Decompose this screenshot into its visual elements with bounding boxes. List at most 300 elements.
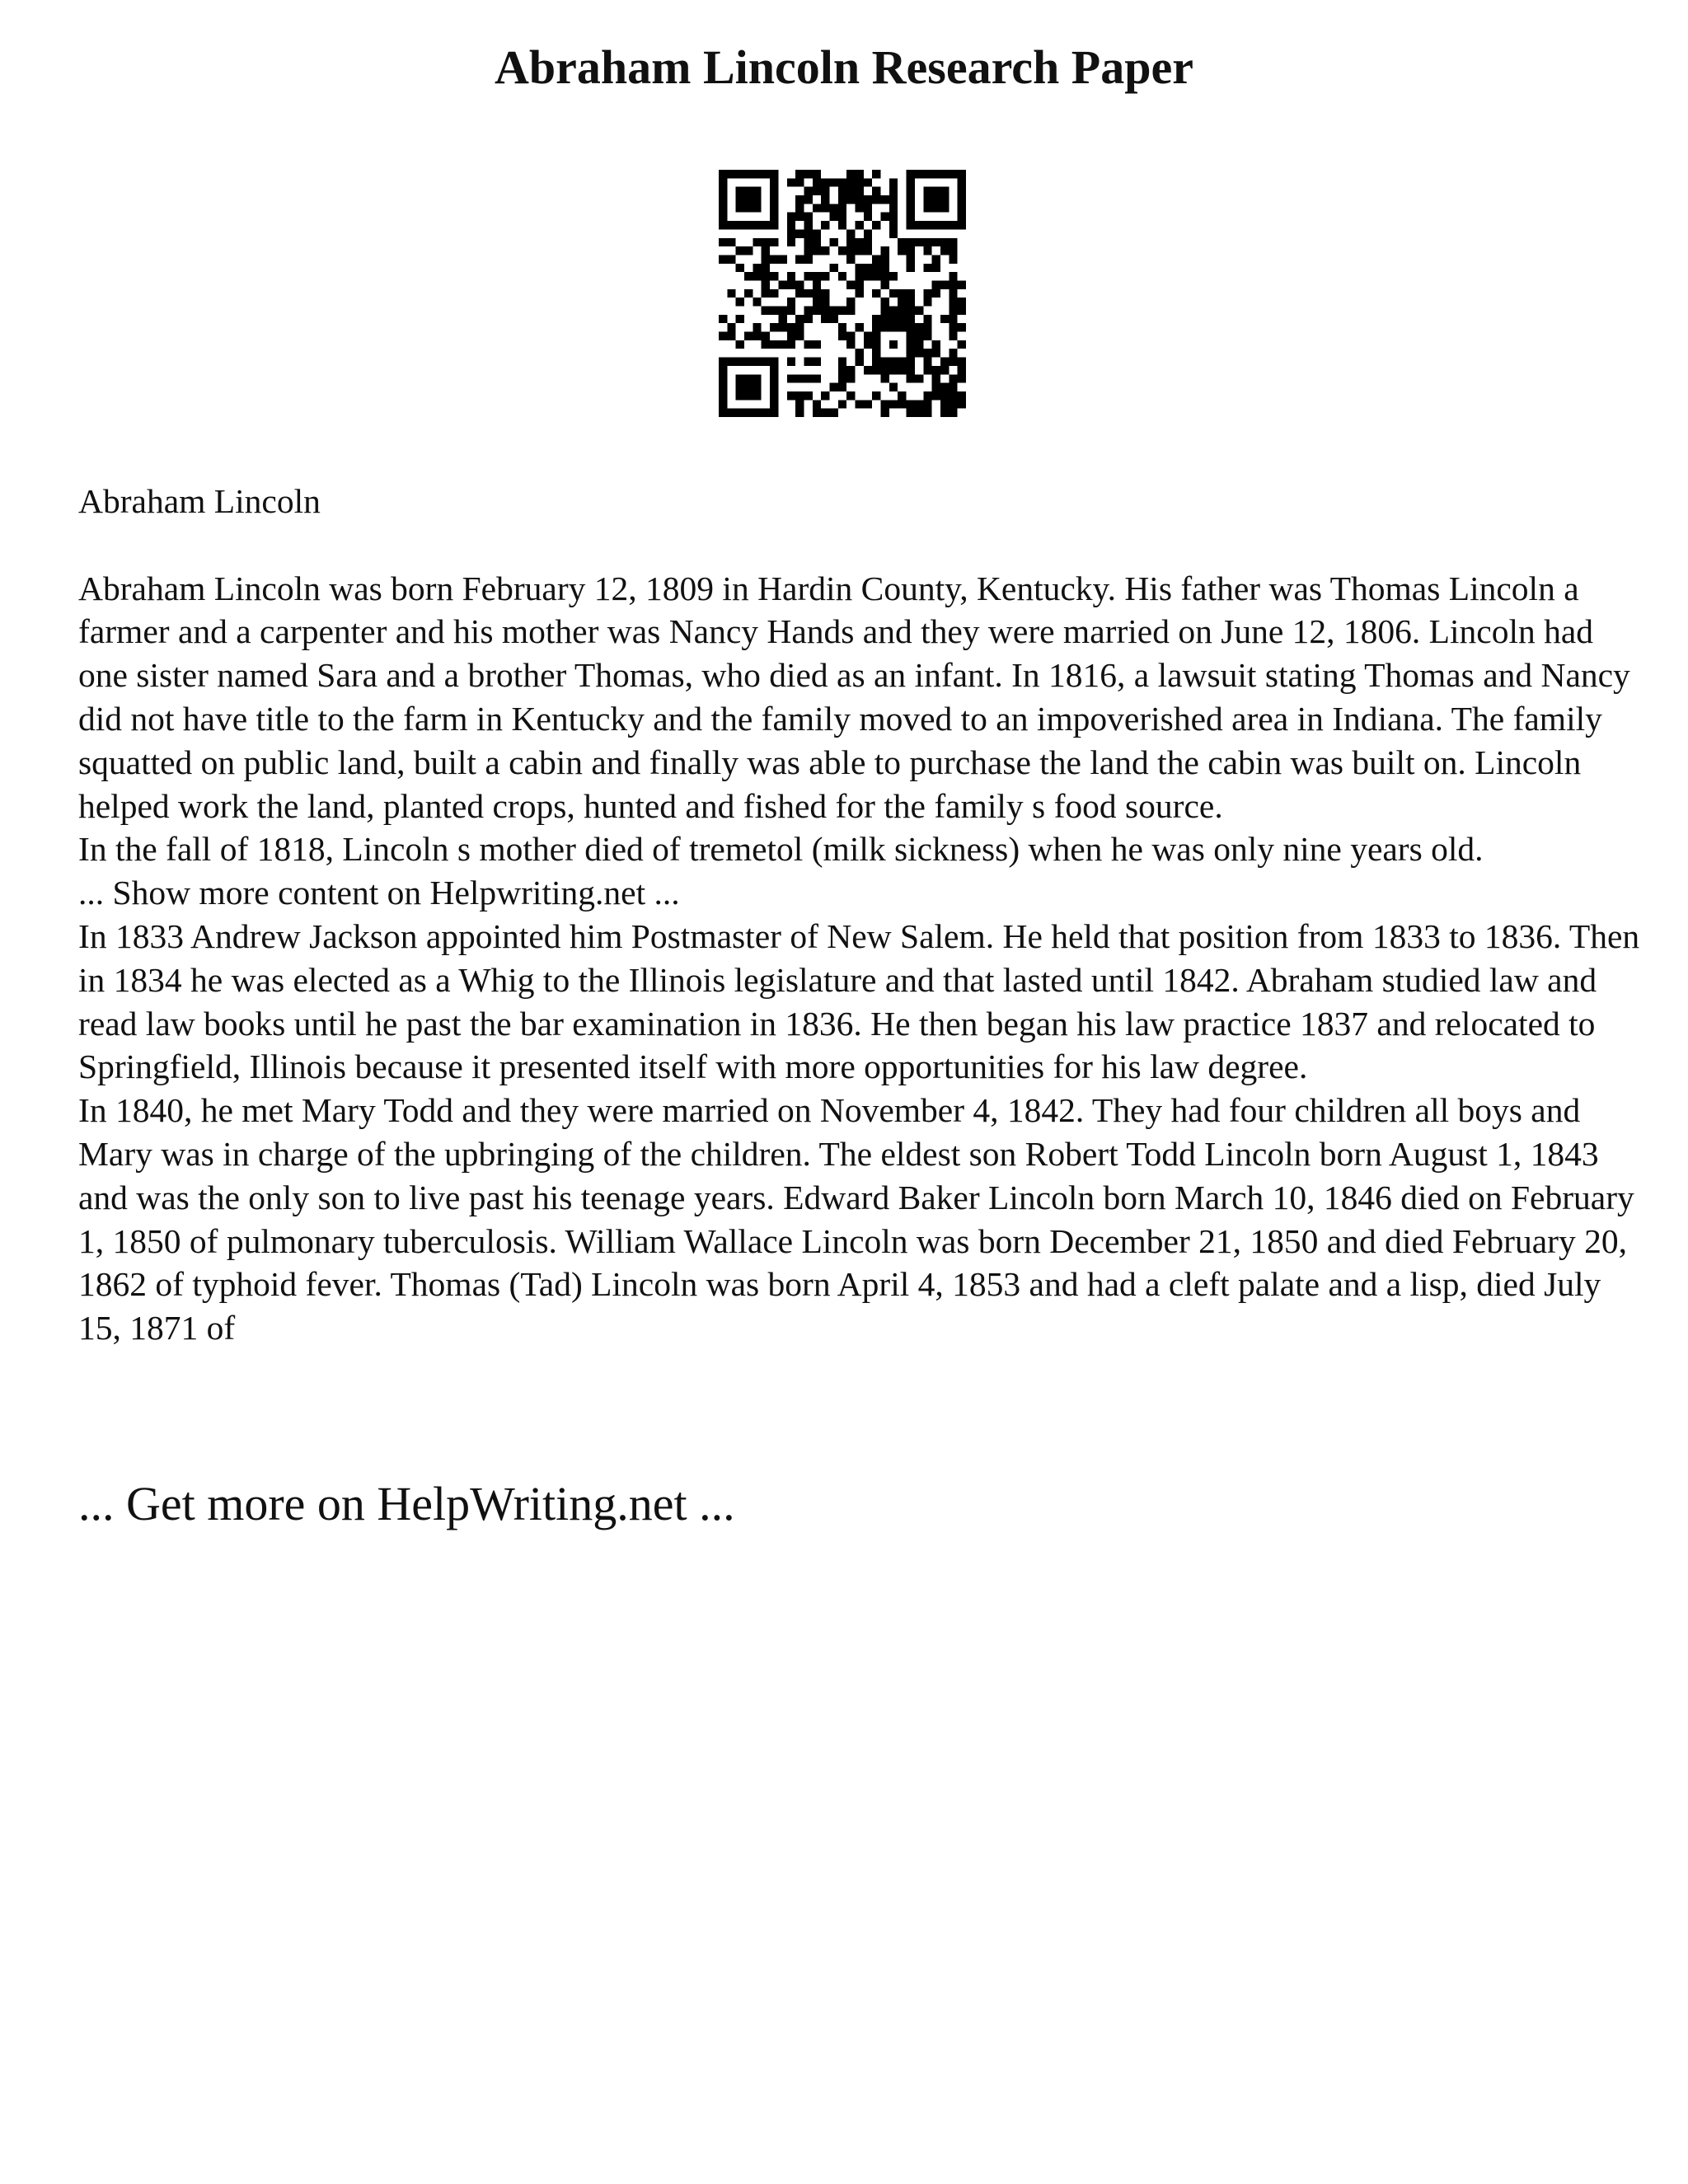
qr-module bbox=[864, 238, 872, 246]
qr-module bbox=[762, 272, 770, 280]
qr-module bbox=[838, 221, 846, 229]
qr-module bbox=[889, 221, 898, 229]
qr-module bbox=[762, 221, 770, 229]
qr-module bbox=[727, 323, 735, 331]
qr-module bbox=[795, 204, 804, 212]
qr-module bbox=[795, 280, 804, 288]
qr-module bbox=[949, 409, 957, 417]
qr-module bbox=[923, 400, 931, 408]
qr-module bbox=[744, 374, 753, 382]
qr-module bbox=[898, 358, 906, 366]
qr-module bbox=[846, 280, 855, 288]
qr-module bbox=[821, 272, 829, 280]
qr-module bbox=[829, 178, 837, 186]
qr-module bbox=[719, 374, 727, 382]
qr-module bbox=[907, 340, 915, 349]
qr-module bbox=[753, 187, 761, 195]
qr-module bbox=[932, 280, 940, 288]
qr-module bbox=[872, 264, 880, 272]
qr-module bbox=[872, 323, 880, 331]
qr-module bbox=[829, 383, 837, 391]
qr-module bbox=[856, 238, 864, 246]
qr-module bbox=[813, 307, 821, 315]
qr-module bbox=[949, 170, 957, 178]
qr-module bbox=[907, 255, 915, 263]
qr-module bbox=[881, 409, 889, 417]
qr-module bbox=[864, 178, 872, 186]
qr-module bbox=[787, 340, 795, 349]
qr-module bbox=[907, 187, 915, 195]
qr-module bbox=[958, 374, 966, 382]
qr-module bbox=[889, 213, 898, 221]
qr-module bbox=[804, 391, 812, 400]
qr-module bbox=[762, 238, 770, 246]
qr-module bbox=[915, 400, 923, 408]
qr-module bbox=[795, 332, 804, 340]
qr-module bbox=[949, 307, 957, 315]
qr-module bbox=[719, 391, 727, 400]
qr-module bbox=[915, 221, 923, 229]
qr-module bbox=[753, 358, 761, 366]
qr-module bbox=[907, 323, 915, 331]
qr-module bbox=[958, 187, 966, 195]
qr-module bbox=[958, 307, 966, 315]
qr-module bbox=[838, 213, 846, 221]
qr-module bbox=[949, 383, 957, 391]
qr-module bbox=[872, 340, 880, 349]
qr-module bbox=[864, 195, 872, 204]
qr-module bbox=[864, 366, 872, 374]
qr-module bbox=[872, 366, 880, 374]
section-heading: Abraham Lincoln bbox=[78, 482, 321, 520]
qr-module bbox=[744, 358, 753, 366]
qr-module bbox=[898, 238, 906, 246]
qr-module bbox=[907, 204, 915, 212]
qr-module bbox=[795, 400, 804, 408]
qr-module bbox=[949, 272, 957, 280]
qr-module bbox=[744, 204, 753, 212]
qr-module bbox=[907, 366, 915, 374]
qr-module bbox=[889, 315, 898, 323]
qr-module bbox=[719, 195, 727, 204]
qr-module bbox=[804, 340, 812, 349]
document-title: Abraham Lincoln Research Paper bbox=[495, 40, 1193, 94]
qr-module bbox=[932, 195, 940, 204]
qr-module bbox=[762, 289, 770, 298]
qr-module bbox=[821, 246, 829, 255]
qr-module bbox=[958, 204, 966, 212]
qr-module bbox=[881, 366, 889, 374]
qr-module bbox=[856, 400, 864, 408]
qr-module bbox=[940, 358, 949, 366]
paragraph-family: In 1840, he met Mary Todd and they were married on November 4, 1842. They had four children all boys and Mary was in charge of the upbringing of the children. The eldest son Robert Todd Lincoln born August 1, 1843 and was the only son to live past his teenage years. Edward Baker Lincoln born March 10, 1846 died on February 1, 1850 of pulmonary tuberculosis. William Wallace Lincoln was born December 21, 1850 and died February 20, 1862 of typhoid fever. Thomas (Tad) Lincoln was born April 4, 1853 and had a cleft palate and a lisp, died July 15, 1871 of bbox=[78, 1091, 1634, 1347]
qr-module bbox=[753, 195, 761, 204]
qr-module bbox=[795, 255, 804, 263]
qr-module bbox=[821, 409, 829, 417]
qr-module bbox=[736, 264, 744, 272]
qr-module bbox=[864, 400, 872, 408]
qr-module bbox=[736, 409, 744, 417]
qr-module bbox=[736, 221, 744, 229]
qr-module bbox=[804, 289, 812, 298]
qr-module bbox=[813, 229, 821, 237]
qr-module bbox=[907, 332, 915, 340]
qr-module bbox=[838, 332, 846, 340]
get-more-link[interactable]: ... Get more on HelpWriting.net ... bbox=[78, 1477, 735, 1530]
qr-module bbox=[923, 238, 931, 246]
qr-module bbox=[923, 366, 931, 374]
qr-module bbox=[864, 340, 872, 349]
qr-module bbox=[958, 391, 966, 400]
paragraph-mother-death: In the fall of 1818, Lincoln s mother died of tremetol (milk sickness) when he was only nine years old. bbox=[78, 830, 1484, 869]
qr-module bbox=[907, 298, 915, 306]
qr-module bbox=[881, 358, 889, 366]
qr-module bbox=[949, 374, 957, 382]
qr-module bbox=[838, 323, 846, 331]
qr-module bbox=[856, 323, 864, 331]
qr-module bbox=[787, 374, 795, 382]
qr-module bbox=[787, 391, 795, 400]
qr-module bbox=[753, 264, 761, 272]
qr-module bbox=[907, 307, 915, 315]
qr-module bbox=[949, 349, 957, 357]
qr-module bbox=[940, 391, 949, 400]
qr-module bbox=[813, 272, 821, 280]
qr-module bbox=[898, 391, 906, 400]
qr-module bbox=[813, 400, 821, 408]
qr-module bbox=[778, 307, 786, 315]
qr-module bbox=[778, 340, 786, 349]
qr-module bbox=[846, 187, 855, 195]
qr-module bbox=[838, 204, 846, 212]
qr-module bbox=[770, 374, 778, 382]
document-body bbox=[78, 480, 1644, 1350]
qr-module bbox=[872, 391, 880, 400]
qr-module bbox=[856, 349, 864, 357]
qr-module bbox=[787, 213, 795, 221]
qr-module bbox=[787, 280, 795, 288]
qr-module bbox=[864, 213, 872, 221]
qr-module bbox=[898, 400, 906, 408]
qr-module bbox=[736, 340, 744, 349]
qr-module bbox=[856, 204, 864, 212]
qr-module bbox=[958, 358, 966, 366]
qr-module bbox=[889, 307, 898, 315]
qr-module bbox=[770, 238, 778, 246]
qr-module bbox=[932, 238, 940, 246]
qr-module bbox=[856, 289, 864, 298]
qr-module bbox=[719, 213, 727, 221]
qr-module bbox=[804, 307, 812, 315]
qr-module bbox=[932, 289, 940, 298]
qr-module bbox=[838, 374, 846, 382]
qr-module bbox=[778, 315, 786, 323]
qr-module bbox=[932, 349, 940, 357]
qr-module bbox=[915, 340, 923, 349]
qr-module bbox=[813, 374, 821, 382]
qr-module bbox=[804, 195, 812, 204]
qr-module bbox=[949, 280, 957, 288]
qr-module bbox=[719, 255, 727, 263]
qr-module bbox=[940, 400, 949, 408]
qr-module bbox=[856, 195, 864, 204]
qr-module bbox=[753, 272, 761, 280]
qr-module bbox=[889, 400, 898, 408]
qr-module bbox=[881, 213, 889, 221]
qr-module bbox=[744, 272, 753, 280]
qr-module bbox=[821, 178, 829, 186]
qr-module bbox=[907, 409, 915, 417]
qr-module bbox=[864, 246, 872, 255]
qr-module bbox=[915, 349, 923, 357]
qr-module bbox=[949, 221, 957, 229]
qr-module bbox=[915, 170, 923, 178]
qr-module bbox=[787, 238, 795, 246]
qr-module bbox=[736, 391, 744, 400]
qr-module bbox=[795, 170, 804, 178]
qr-module bbox=[958, 323, 966, 331]
qr-module bbox=[753, 383, 761, 391]
qr-module bbox=[813, 204, 821, 212]
qr-module bbox=[727, 221, 735, 229]
qr-module bbox=[889, 178, 898, 186]
qr-module bbox=[846, 374, 855, 382]
qr-module bbox=[770, 358, 778, 366]
qr-module bbox=[787, 332, 795, 340]
qr-module bbox=[932, 366, 940, 374]
qr-module bbox=[821, 221, 829, 229]
qr-module bbox=[915, 409, 923, 417]
qr-module bbox=[804, 374, 812, 382]
qr-module bbox=[736, 298, 744, 306]
qr-module bbox=[923, 289, 931, 298]
qr-module bbox=[872, 187, 880, 195]
qr-module bbox=[838, 178, 846, 186]
qr-module bbox=[949, 391, 957, 400]
qr-module bbox=[736, 195, 744, 204]
qr-module bbox=[736, 170, 744, 178]
qr-module bbox=[727, 255, 735, 263]
qr-module bbox=[923, 391, 931, 400]
qr-module bbox=[932, 374, 940, 382]
qr-module bbox=[795, 374, 804, 382]
qr-module bbox=[719, 409, 727, 417]
qr-module bbox=[881, 280, 889, 288]
qr-module bbox=[856, 272, 864, 280]
qr-code-icon[interactable] bbox=[719, 170, 966, 417]
qr-module bbox=[813, 409, 821, 417]
qr-module bbox=[813, 358, 821, 366]
qr-module bbox=[838, 358, 846, 366]
qr-module bbox=[923, 332, 931, 340]
qr-module bbox=[838, 195, 846, 204]
qr-module bbox=[744, 383, 753, 391]
qr-module bbox=[881, 255, 889, 263]
qr-module bbox=[907, 349, 915, 357]
qr-module bbox=[719, 238, 727, 246]
qr-module bbox=[889, 383, 898, 391]
qr-module bbox=[744, 221, 753, 229]
qr-module bbox=[881, 400, 889, 408]
qr-module bbox=[762, 170, 770, 178]
qr-module bbox=[872, 289, 880, 298]
qr-module bbox=[923, 298, 931, 306]
qr-module bbox=[940, 409, 949, 417]
qr-module bbox=[727, 358, 735, 366]
qr-module bbox=[949, 298, 957, 306]
paragraph-career: In 1833 Andrew Jackson appointed him Postmaster of New Salem. He held that position from 1833 to 1836. Then in 1834 he was elected as a Whig to the Illinois legislature and that lasted until 1842. Abraham studied law and read law books until he past the bar examination in 1836. He then began his law practice 1837 and relocated to Springfield, Illinois because it presented itself with more opportunities for his law degree. bbox=[78, 916, 1640, 1086]
qr-module bbox=[762, 358, 770, 366]
qr-module bbox=[762, 264, 770, 272]
qr-module bbox=[804, 170, 812, 178]
qr-module bbox=[872, 170, 880, 178]
qr-module bbox=[856, 264, 864, 272]
qr-module bbox=[770, 383, 778, 391]
qr-module bbox=[864, 264, 872, 272]
qr-module bbox=[958, 170, 966, 178]
qr-module bbox=[744, 195, 753, 204]
qr-module bbox=[846, 307, 855, 315]
qr-module bbox=[804, 238, 812, 246]
qr-module bbox=[770, 340, 778, 349]
qr-module bbox=[795, 229, 804, 237]
qr-module bbox=[923, 246, 931, 255]
qr-module bbox=[864, 204, 872, 212]
qr-module bbox=[770, 213, 778, 221]
qr-module bbox=[770, 272, 778, 280]
qr-module bbox=[829, 238, 837, 246]
qr-module bbox=[795, 391, 804, 400]
qr-module bbox=[770, 323, 778, 331]
qr-module bbox=[762, 409, 770, 417]
qr-module bbox=[770, 178, 778, 186]
qr-module bbox=[940, 187, 949, 195]
qr-module bbox=[778, 323, 786, 331]
qr-module bbox=[907, 221, 915, 229]
qr-module bbox=[881, 264, 889, 272]
qr-module bbox=[846, 178, 855, 186]
qr-module bbox=[821, 315, 829, 323]
qr-module bbox=[889, 229, 898, 237]
qr-module bbox=[727, 289, 735, 298]
qr-module bbox=[787, 229, 795, 237]
qr-module bbox=[932, 170, 940, 178]
qr-module bbox=[727, 238, 735, 246]
qr-module bbox=[813, 280, 821, 288]
qr-module bbox=[795, 213, 804, 221]
qr-module bbox=[949, 255, 957, 263]
qr-module bbox=[907, 264, 915, 272]
qr-module bbox=[719, 315, 727, 323]
qr-module bbox=[770, 366, 778, 374]
qr-module bbox=[829, 307, 837, 315]
qr-module bbox=[881, 272, 889, 280]
qr-module bbox=[915, 307, 923, 315]
qr-module bbox=[736, 315, 744, 323]
qr-module bbox=[898, 289, 906, 298]
qr-module bbox=[762, 280, 770, 288]
qr-module bbox=[940, 366, 949, 374]
qr-module bbox=[719, 221, 727, 229]
qr-module bbox=[907, 374, 915, 382]
qr-module bbox=[753, 332, 761, 340]
qr-module bbox=[753, 409, 761, 417]
qr-module bbox=[872, 255, 880, 263]
qr-module bbox=[932, 391, 940, 400]
qr-module bbox=[898, 315, 906, 323]
qr-module bbox=[719, 332, 727, 340]
qr-module bbox=[770, 400, 778, 408]
qr-module bbox=[753, 323, 761, 331]
qr-module bbox=[864, 272, 872, 280]
qr-module bbox=[907, 289, 915, 298]
qr-module bbox=[736, 374, 744, 382]
qr-module bbox=[872, 272, 880, 280]
qr-module bbox=[813, 187, 821, 195]
qr-module bbox=[762, 332, 770, 340]
qr-module bbox=[719, 383, 727, 391]
qr-module bbox=[940, 170, 949, 178]
qr-module bbox=[881, 374, 889, 382]
qr-module bbox=[907, 400, 915, 408]
qr-module bbox=[881, 195, 889, 204]
qr-module bbox=[949, 315, 957, 323]
qr-module bbox=[813, 340, 821, 349]
qr-module bbox=[958, 400, 966, 408]
qr-module bbox=[736, 383, 744, 391]
qr-module bbox=[872, 315, 880, 323]
qr-module bbox=[940, 221, 949, 229]
qr-module bbox=[719, 187, 727, 195]
qr-module bbox=[872, 332, 880, 340]
qr-module bbox=[753, 204, 761, 212]
qr-module bbox=[923, 315, 931, 323]
qr-module bbox=[856, 170, 864, 178]
qr-module bbox=[915, 332, 923, 340]
qr-module bbox=[762, 340, 770, 349]
show-more-link[interactable]: ... Show more content on Helpwriting.net ... bbox=[78, 874, 680, 912]
qr-module bbox=[787, 272, 795, 280]
qr-module bbox=[932, 187, 940, 195]
qr-module bbox=[719, 170, 727, 178]
qr-module bbox=[864, 332, 872, 340]
qr-module bbox=[881, 307, 889, 315]
qr-module bbox=[719, 178, 727, 186]
qr-module bbox=[846, 332, 855, 340]
qr-module bbox=[838, 366, 846, 374]
qr-module bbox=[923, 170, 931, 178]
qr-module bbox=[932, 221, 940, 229]
qr-module bbox=[753, 221, 761, 229]
qr-module bbox=[770, 195, 778, 204]
qr-module bbox=[923, 349, 931, 357]
qr-module bbox=[846, 229, 855, 237]
qr-module bbox=[856, 221, 864, 229]
qr-module bbox=[753, 374, 761, 382]
qr-module bbox=[889, 358, 898, 366]
qr-module bbox=[770, 187, 778, 195]
qr-module bbox=[736, 358, 744, 366]
qr-module bbox=[923, 358, 931, 366]
qr-module bbox=[907, 358, 915, 366]
qr-module bbox=[958, 340, 966, 349]
qr-module bbox=[744, 409, 753, 417]
qr-module bbox=[838, 246, 846, 255]
qr-module bbox=[923, 221, 931, 229]
qr-module bbox=[787, 298, 795, 306]
qr-module bbox=[940, 315, 949, 323]
qr-module bbox=[753, 391, 761, 400]
